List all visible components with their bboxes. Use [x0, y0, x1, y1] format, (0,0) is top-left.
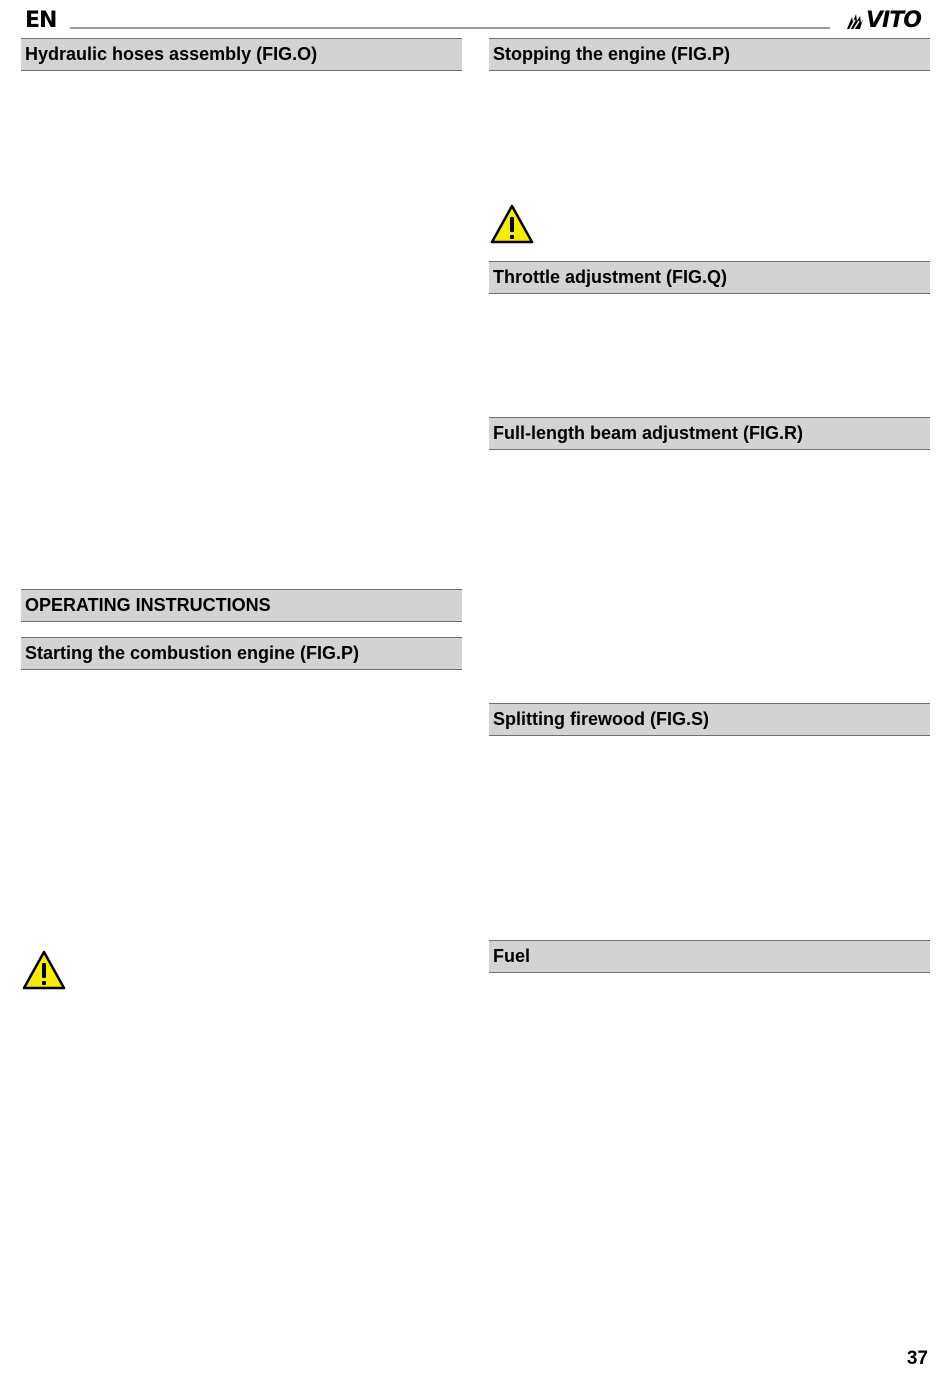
section-heading-stopping-engine: Stopping the engine (FIG.P)	[489, 38, 930, 71]
language-code: EN	[25, 8, 57, 33]
section-heading-fuel: Fuel	[489, 940, 930, 973]
section-heading-hydraulic-hoses: Hydraulic hoses assembly (FIG.O)	[21, 38, 462, 71]
brand-logo	[846, 8, 928, 34]
warning-triangle-icon	[490, 204, 534, 244]
brand-name: VITO	[866, 8, 921, 33]
section-heading-splitting-firewood: Splitting firewood (FIG.S)	[489, 703, 930, 736]
warning-triangle-icon	[22, 950, 66, 990]
page-number: 37	[906, 1348, 928, 1369]
section-heading-starting-engine: Starting the combustion engine (FIG.P)	[21, 637, 462, 670]
flame-logo-icon	[846, 13, 864, 30]
section-heading-operating-instructions: OPERATING INSTRUCTIONS	[21, 589, 462, 622]
section-heading-throttle-adjustment: Throttle adjustment (FIG.Q)	[489, 261, 930, 294]
section-heading-beam-adjustment: Full-length beam adjustment (FIG.R)	[489, 417, 930, 450]
header-rule	[70, 27, 830, 29]
